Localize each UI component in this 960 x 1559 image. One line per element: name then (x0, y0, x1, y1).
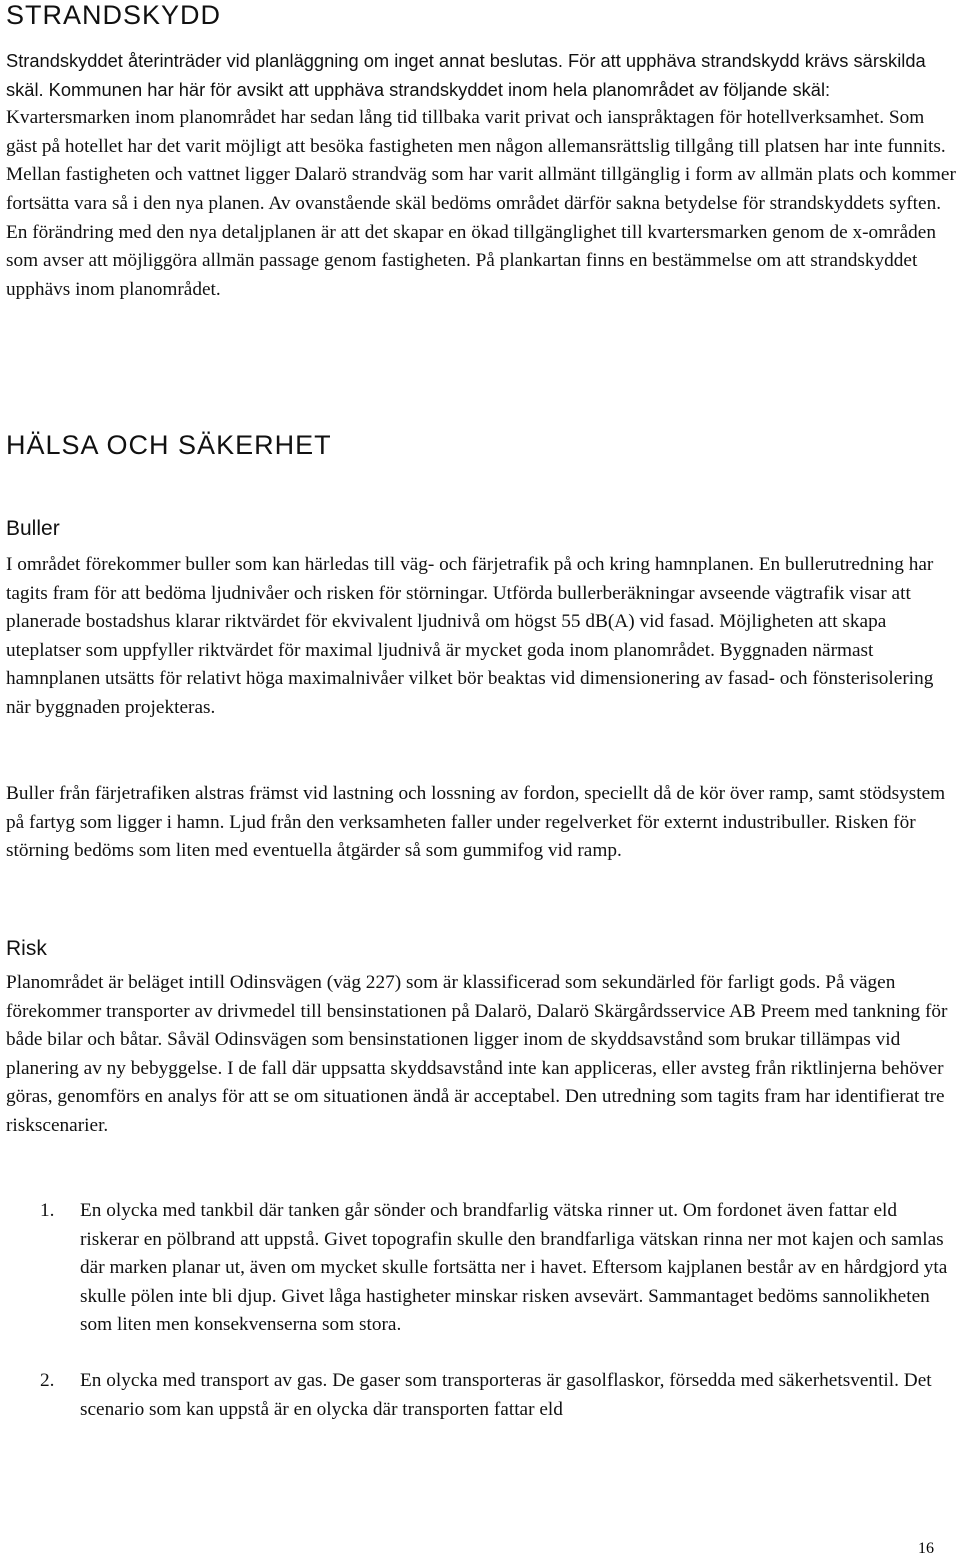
buller-paragraph-2: Buller från färjetrafiken alstras främst vid lastning och lossning av fordon, speciellt då de kör över ramp, samt stödsystem på fartyg som ligger i hamn. Ljud från den verksamheten faller under regelverket för externt industribuller. Risken för störning bedöms som liten med eventuella åtgärder så som gummifog vid ramp. (6, 783, 946, 862)
subheading-buller: Buller (6, 517, 60, 540)
list-item-number: 2. (40, 1369, 55, 1391)
page-number: 16 (918, 1540, 934, 1557)
risk-paragraph: Planområdet är beläget intill Odinsvägen (väg 227) som är klassificerad som sekundärled för farligt gods. På vägen förekommer transporter av drivmedel till bensinstationen på Dalarö, Dalarö Skärgårdsservice AB Preem med tankning för både bilar och båtar. Såväl Odinsvägen som bensinstationen ligger inom de skyddsavstånd som brukar tillämpas vid planering av ny bebyggelse. I de fall där uppsatta skyddsavstånd inte kan appliceras, eller avsteg från riktlinjerna behöver göras, genomförs en analys för att se om situationen ändå är acceptabel. Den utredning som tagits fram har identifierat tre riskscenarier. (6, 972, 948, 1136)
risk-scenario-item (6, 1197, 956, 1340)
subheading-risk: Risk (6, 937, 47, 960)
strandskydd-body-paragraph: Kvartersmarken inom planområdet har sedan lång tid tillbaka varit privat och ianspråktagen för hotellverksamhet. Som gäst på hotellet har det varit möjligt att besöka fastigheten men någon allemansrättslig tillgång till platsen har inte funnits. Mellan fastigheten och vattnet ligger Dalarö strandväg som har varit allmänt tillgänglig i form av allmän plats och kommer fortsätta vara så i den nya planen. Av ovanstående skäl bedöms området därför sakna betydelse för strandskyddets syften. En förändring med den nya detaljplanen är att det skapar en ökad tillgänglighet till kvartersmarken genom de x-områden som avser att möjliggöra allmän passage genom fastigheten. På plankartan finns en bestämmelse om att strandskyddet upphävs inom planområdet. (6, 107, 956, 300)
list-item-text: En olycka med tankbil där tanken går sönder och brandfarlig vätska rinner ut. Om fordonet även fattar eld riskerar en pölbrand att uppstå. Givet topografin skulle den brandfarliga vätskan rinna ner mot kajen och samlas där marken planar ut, även om mycket skulle fortsätta ner i havet. Eftersom kajplanen består av en hårdgjord yta skulle pölen inte bli djup. Givet låga hastigheter minskar risken avsevärt. Sammantaget bedöms sannolikheten som liten men konsekvenserna som stora. (80, 1200, 948, 1336)
buller-paragraph-1: I området förekommer buller som kan härledas till väg- och färjetrafik på och kring hamnplanen. En bullerutredning har tagits fram för att bedöma ljudnivåer och risken för störningar. Utförda bullerberäkningar avseende vägtrafik visar att planerade bostadshus klarar riktvärdet för ekvivalent ljudnivå om högst 55 dB(A) vid fasad. Möjligheten att skapa uteplatser som uppfyller riktvärdet för maximal ljudnivå är mycket goda inom planområdet. Byggnaden närmast hamnplanen utsätts för relativt höga maximalnivåer vilket bör beaktas vid dimensionering av fasad- och fönsterisolering när byggnaden projekteras. (6, 554, 934, 718)
strandskydd-intro-paragraph: Strandskyddet återinträder vid planläggning om inget annat beslutas. För att upphäva strandskydd krävs särskilda skäl. Kommunen har här för avsikt att upphäva strandskyddet inom hela planområdet av följande skäl: (6, 50, 926, 100)
list-item-number: 1. (40, 1200, 55, 1221)
strandskydd-text (6, 47, 956, 304)
section-heading-strandskydd: STRANDSKYDD (6, 0, 222, 30)
risk-scenario-item (6, 1367, 956, 1424)
list-item-text: En olycka med transport av gas. De gaser som transporteras är gasolflaskor, försedda med säkerhetsventil. Det scenario som kan uppstå är en olycka där transporten fattar eld (80, 1369, 932, 1420)
section-heading-halsa: HÄLSA OCH SÄKERHET (6, 430, 332, 460)
risk-scenario-list (6, 1197, 956, 1424)
